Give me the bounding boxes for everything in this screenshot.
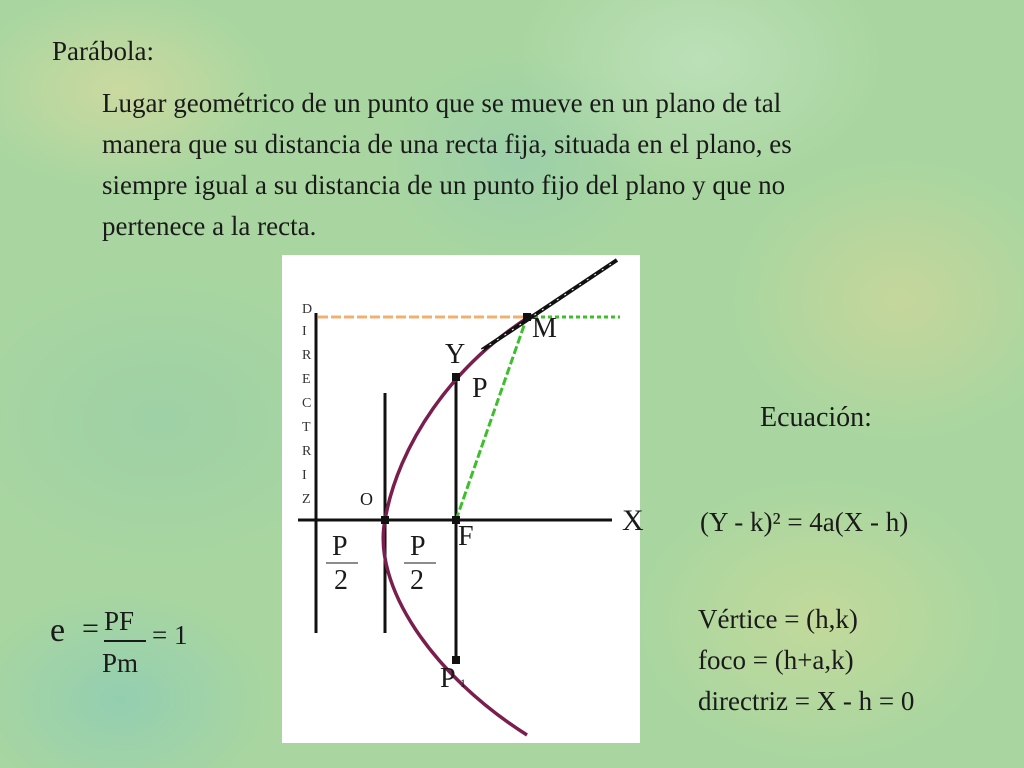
equation-formula: (Y - k)² = 4a(X - h) xyxy=(700,507,909,537)
eccentricity-result: = 1 xyxy=(152,620,188,650)
label-f: F xyxy=(458,521,474,552)
definition-line: manera que su distancia de una recta fija, situada en el plano, es xyxy=(102,129,792,159)
fraction-left-numerator: P xyxy=(332,531,348,562)
directrix-letter: D xyxy=(302,302,313,317)
label-y: Y xyxy=(445,339,466,370)
definition-line: Lugar geométrico de un punto que se mueve en un plano de tal xyxy=(102,88,782,118)
equation-label: Ecuación: xyxy=(760,402,872,433)
directrix-letter: R xyxy=(302,348,312,363)
label-x: X xyxy=(622,504,644,537)
label-o: O xyxy=(360,489,373,509)
focus-to-m-line xyxy=(456,317,527,520)
label-p: P xyxy=(472,373,488,404)
label-m: M xyxy=(532,313,557,344)
vertex-formula: Vértice = (h,k) xyxy=(698,604,858,634)
eccentricity-fraction-bar xyxy=(104,640,146,642)
focus-formula: foco = (h+a,k) xyxy=(698,645,854,675)
directrix-letter: I xyxy=(302,468,307,483)
eccentricity-symbol: e xyxy=(50,612,66,649)
directrix-label xyxy=(302,302,312,507)
point-m-marker xyxy=(523,313,531,321)
directrix-formula: directriz = X - h = 0 xyxy=(698,686,915,716)
fraction-right-denominator: 2 xyxy=(410,565,424,596)
eccentricity-equals: = xyxy=(82,612,99,645)
definition-line: siempre igual a su distancia de un punto fijo del plano y que no xyxy=(102,170,786,200)
point-p-marker xyxy=(452,373,460,381)
eccentricity-numerator: PF xyxy=(104,606,135,636)
fraction-right-numerator: P xyxy=(410,531,426,562)
definition-line: pertenece a la recta. xyxy=(102,211,317,241)
directrix-letter: T xyxy=(302,420,311,435)
eccentricity-denominator: Pm xyxy=(102,648,139,678)
directrix-letter: C xyxy=(302,396,312,411)
directrix-letter: Z xyxy=(302,492,311,507)
parabola-diagram xyxy=(282,255,644,743)
directrix-letter: I xyxy=(302,324,307,339)
label-p1: P xyxy=(440,663,456,694)
fraction-left-denominator: 2 xyxy=(334,565,348,596)
directrix-letter: R xyxy=(302,444,312,459)
slide-title: Parábola: xyxy=(52,36,154,66)
parabola-diagram-panel xyxy=(282,255,644,743)
vertex-marker xyxy=(381,516,389,524)
definition-text xyxy=(102,83,1002,247)
directrix-letter: E xyxy=(302,372,311,387)
label-p1-subscript: 1 xyxy=(460,676,466,690)
